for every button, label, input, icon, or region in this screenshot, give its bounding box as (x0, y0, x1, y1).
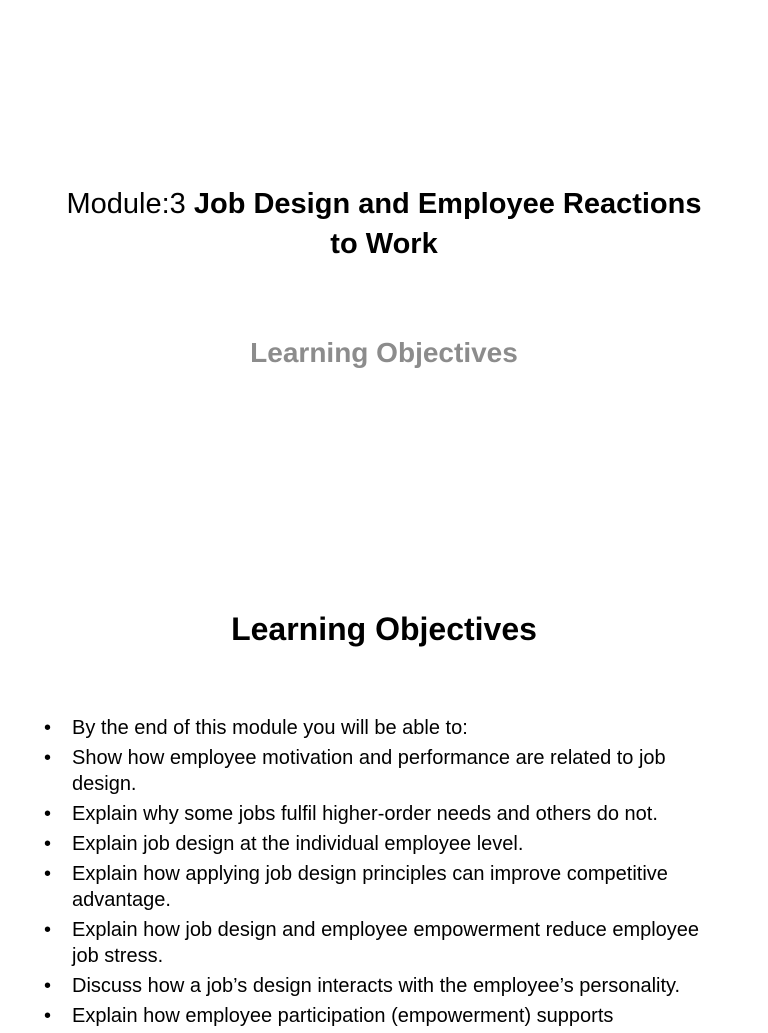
list-item (44, 861, 708, 913)
list-item-text: Show how employee motivation and performance are related to job design. (72, 747, 666, 795)
list-item (44, 801, 708, 827)
list-item-text: Explain how employee participation (empowerment) supports (72, 1005, 614, 1027)
list-item-text: Explain how job design and employee empowerment reduce employee job stress. (72, 919, 700, 967)
list-item-text: Discuss how a job’s design interacts with the employee’s personality. (72, 975, 681, 997)
bullet-icon: • (44, 975, 52, 997)
list-item (44, 715, 708, 741)
list-item (44, 1003, 708, 1029)
bullet-icon: • (44, 747, 52, 769)
list-item-text: Explain how applying job design principles can improve competitive advantage. (72, 863, 668, 911)
bullet-icon: • (44, 863, 52, 885)
list-item (44, 745, 708, 797)
bullet-icon: • (44, 717, 52, 739)
bullet-icon: • (44, 1005, 52, 1027)
bullet-icon: • (44, 919, 52, 941)
list-item-text: Explain why some jobs fulfil higher-order needs and others do not. (72, 803, 658, 825)
list-item-text: By the end of this module you will be able to: (72, 717, 468, 739)
module-subtitle: Learning Objectives (250, 337, 518, 368)
title-slide (0, 0, 768, 512)
module-title (60, 184, 708, 264)
objectives-slide (0, 512, 768, 1027)
list-item (44, 917, 708, 969)
module-title-text: Job Design and Employee Reactions to Work (193, 188, 702, 260)
list-item-text: Explain job design at the individual employee level. (72, 833, 524, 855)
list-item (44, 831, 708, 857)
bullet-icon: • (44, 833, 52, 855)
objectives-list (44, 715, 708, 1033)
objectives-heading: Learning Objectives (231, 611, 537, 647)
module-title-prefix: Module:3 (66, 188, 194, 220)
list-item (44, 973, 708, 999)
bullet-icon: • (44, 803, 52, 825)
